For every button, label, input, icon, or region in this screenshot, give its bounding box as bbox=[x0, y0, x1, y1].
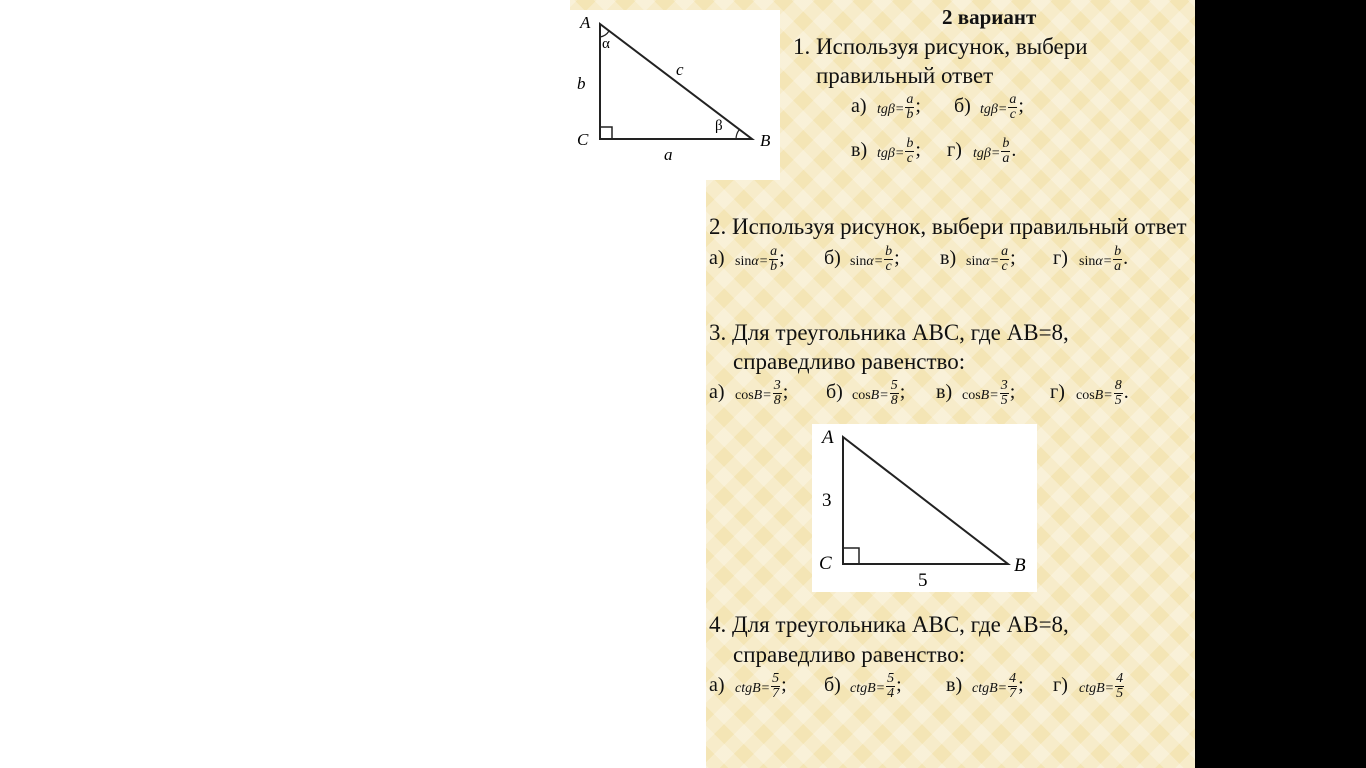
fig2-label-5: 5 bbox=[918, 570, 928, 591]
q4-option-equals: = bbox=[875, 681, 886, 696]
q4-option-terminator: ; bbox=[896, 674, 902, 696]
q4-option-fraction bbox=[771, 672, 780, 701]
q3-option-fraction bbox=[773, 379, 782, 408]
q3-option-fn-name: cos bbox=[962, 388, 981, 403]
q3-option-fn-name: cos bbox=[735, 388, 754, 403]
q4-option-fn-var: B bbox=[752, 681, 761, 696]
q1-line1: 1. Используя рисунок, выбери bbox=[793, 34, 1088, 59]
q2-line1: 2. Используя рисунок, выбери правильный ответ bbox=[709, 214, 1187, 239]
triangle-figure-2 bbox=[812, 424, 1037, 592]
q3-option-terminator: ; bbox=[1009, 381, 1016, 403]
q3-option-letter: г) bbox=[1050, 381, 1065, 403]
q1-option-fraction bbox=[905, 137, 914, 166]
q4-option-letter: в) bbox=[946, 674, 963, 696]
fig1-label-b: b bbox=[577, 74, 586, 93]
q2-option-equals: = bbox=[1102, 254, 1113, 269]
q1-option-fraction bbox=[1008, 93, 1017, 122]
q2-option-terminator: . bbox=[1123, 247, 1129, 269]
slide-white-panel bbox=[570, 180, 706, 768]
q1-option-function bbox=[980, 102, 1007, 118]
q3-option-fraction bbox=[1114, 379, 1123, 408]
q3-option-terminator: . bbox=[1123, 381, 1129, 403]
q4-line2: справедливо равенство: bbox=[733, 642, 966, 667]
q1-option-fraction bbox=[1001, 137, 1010, 166]
q1-option-terminator: ; bbox=[915, 139, 921, 161]
q1-option-function bbox=[973, 146, 1000, 162]
q2-option-numerator: b bbox=[885, 244, 893, 259]
q2-option-denominator: c bbox=[1001, 259, 1008, 274]
q4-option-letter: а) bbox=[709, 674, 725, 696]
q2-option-function bbox=[1079, 254, 1112, 270]
q3-option-function bbox=[962, 388, 999, 404]
q2-option-fraction bbox=[769, 245, 778, 274]
q3-option-denominator: 8 bbox=[773, 393, 781, 408]
q2-option-fn-name: sin bbox=[966, 254, 983, 269]
triangle-figure-1 bbox=[570, 10, 780, 180]
fig1-label-a: a bbox=[664, 145, 673, 164]
q3-option-numerator: 5 bbox=[890, 378, 898, 393]
q3-option-denominator: 5 bbox=[1114, 393, 1122, 408]
q2-option-fn-name: sin bbox=[850, 254, 867, 269]
q3-option-function bbox=[1076, 388, 1113, 404]
q4-option-terminator: ; bbox=[781, 674, 787, 696]
q1-option-equals: = bbox=[894, 146, 905, 161]
q4-option-function bbox=[850, 681, 885, 697]
q1-line2: правильный ответ bbox=[816, 63, 994, 88]
q1-option-terminator: ; bbox=[915, 95, 921, 117]
q1-option-denominator: c bbox=[906, 151, 913, 166]
q1-option-fn-name: tg bbox=[877, 102, 888, 117]
q4-option-numerator: 5 bbox=[887, 671, 895, 686]
q4-option-terminator: ; bbox=[1018, 674, 1024, 696]
q1-option-function bbox=[877, 102, 904, 118]
q4-option-equals: = bbox=[997, 681, 1008, 696]
q3-option-letter: а) bbox=[709, 381, 725, 403]
q3-option-terminator: ; bbox=[899, 381, 906, 403]
q3-option-function bbox=[735, 388, 772, 404]
q3-option-function bbox=[852, 388, 889, 404]
q2-option-equals: = bbox=[873, 254, 884, 269]
q2-option-numerator: b bbox=[1114, 244, 1122, 259]
q4-option-denominator: 7 bbox=[1009, 686, 1017, 701]
q3-option-fn-var: B bbox=[753, 388, 763, 403]
q4-option-numerator: 5 bbox=[772, 671, 780, 686]
q1-option-letter: г) bbox=[947, 139, 962, 161]
q1-option-fn-var: β bbox=[983, 146, 991, 161]
fig2-label-B: B bbox=[1014, 555, 1026, 576]
q2-option-fn-var: α bbox=[751, 254, 759, 269]
q3-option-equals: = bbox=[1103, 388, 1113, 403]
q3-option-fn-var: B bbox=[1094, 388, 1104, 403]
q2-option-fraction bbox=[884, 245, 893, 274]
q1-option-fn-var: β bbox=[990, 102, 998, 117]
q3-option-numerator: 3 bbox=[773, 378, 781, 393]
slide bbox=[570, 0, 1195, 768]
q4-option-fn-var: B bbox=[989, 681, 998, 696]
q2-option-function bbox=[735, 254, 768, 270]
q2-option-function bbox=[850, 254, 883, 270]
q1-option-denominator: a bbox=[1002, 151, 1010, 166]
q1-option-fn-var: β bbox=[887, 146, 895, 161]
q4-line1: 4. Для треугольника ABC, где AB=8, bbox=[709, 612, 1069, 637]
q3-option-letter: в) bbox=[936, 381, 953, 403]
q4-option-fn-var: B bbox=[867, 681, 876, 696]
q4-option-numerator: 4 bbox=[1116, 671, 1124, 686]
q2-option-fn-name: sin bbox=[1079, 254, 1096, 269]
q1-option-denominator: c bbox=[1009, 107, 1016, 122]
q2-option-letter: а) bbox=[709, 247, 725, 269]
q2-option-fn-var: α bbox=[1095, 254, 1103, 269]
q3-option-letter: б) bbox=[826, 381, 843, 403]
q2-option-equals: = bbox=[758, 254, 769, 269]
q3-option-fn-name: cos bbox=[1076, 388, 1095, 403]
q4-option-fraction bbox=[1115, 672, 1124, 701]
q1-option-denominator: b bbox=[906, 107, 914, 122]
q3-option-denominator: 5 bbox=[1000, 393, 1008, 408]
variant-heading: 2 вариант bbox=[942, 5, 1037, 29]
left-blank-area bbox=[0, 0, 570, 768]
q2-option-terminator: ; bbox=[894, 247, 900, 269]
q1-option-numerator: a bbox=[1009, 92, 1017, 107]
q2-option-letter: в) bbox=[940, 247, 957, 269]
q2-option-denominator: b bbox=[770, 259, 778, 274]
q1-option-numerator: b bbox=[906, 136, 914, 151]
q2-option-numerator: a bbox=[770, 244, 778, 259]
q1-option-fn-name: tg bbox=[980, 102, 991, 117]
q4-option-denominator: 7 bbox=[772, 686, 780, 701]
q3-option-equals: = bbox=[879, 388, 889, 403]
q2-option-denominator: c bbox=[885, 259, 892, 274]
q4-option-function bbox=[972, 681, 1007, 697]
q3-option-terminator: ; bbox=[782, 381, 789, 403]
q1-option-terminator: ; bbox=[1018, 95, 1024, 117]
triangle-2-svg bbox=[812, 424, 1037, 592]
q4-option-equals: = bbox=[760, 681, 771, 696]
q2-option-terminator: ; bbox=[1010, 247, 1016, 269]
q1-option-letter: а) bbox=[851, 95, 867, 117]
q2-option-fraction bbox=[1113, 245, 1122, 274]
q1-option-fn-name: tg bbox=[973, 146, 984, 161]
q3-line2: справедливо равенство: bbox=[733, 349, 966, 374]
q2-option-letter: б) bbox=[824, 247, 841, 269]
q2-option-fn-var: α bbox=[866, 254, 874, 269]
fig1-label-c: c bbox=[676, 60, 684, 79]
q4-option-denominator: 4 bbox=[887, 686, 895, 701]
q2-option-fn-name: sin bbox=[735, 254, 752, 269]
q1-option-numerator: b bbox=[1002, 136, 1010, 151]
q4-option-numerator: 4 bbox=[1009, 671, 1017, 686]
q3-option-fn-var: B bbox=[870, 388, 880, 403]
q3-option-fn-name: cos bbox=[852, 388, 871, 403]
fig2-label-A: A bbox=[822, 427, 834, 448]
right-black-area bbox=[1195, 0, 1366, 768]
q1-option-numerator: a bbox=[906, 92, 914, 107]
q1-option-letter: в) bbox=[851, 139, 868, 161]
q1-option-letter: б) bbox=[954, 95, 971, 117]
q2-option-denominator: a bbox=[1114, 259, 1122, 274]
q3-option-fn-var: B bbox=[980, 388, 990, 403]
q3-option-equals: = bbox=[762, 388, 772, 403]
q4-option-letter: б) bbox=[824, 674, 841, 696]
q3-option-numerator: 8 bbox=[1114, 378, 1122, 393]
q4-option-equals: = bbox=[1104, 681, 1115, 696]
q3-option-numerator: 3 bbox=[1000, 378, 1008, 393]
q1-option-equals: = bbox=[990, 146, 1001, 161]
fig1-label-beta: β bbox=[715, 118, 723, 134]
q4-option-fn-name: ctg bbox=[972, 681, 990, 696]
q4-option-fn-name: ctg bbox=[1079, 681, 1097, 696]
fig1-label-alpha: α bbox=[602, 36, 610, 52]
q2-option-fraction bbox=[1000, 245, 1009, 274]
q3-option-fraction bbox=[890, 379, 899, 408]
fig1-label-C: C bbox=[577, 130, 589, 149]
q4-option-denominator: 5 bbox=[1116, 686, 1124, 701]
q1-option-equals: = bbox=[997, 102, 1008, 117]
q2-option-terminator: ; bbox=[779, 247, 785, 269]
q4-option-fn-name: ctg bbox=[735, 681, 753, 696]
q1-option-fraction bbox=[905, 93, 914, 122]
q4-option-letter: г) bbox=[1053, 674, 1068, 696]
fig1-label-A: A bbox=[580, 13, 591, 32]
fig2-label-C: C bbox=[819, 553, 832, 574]
q4-option-fraction bbox=[1008, 672, 1017, 701]
q4-option-function bbox=[1079, 681, 1114, 697]
q3-option-equals: = bbox=[989, 388, 999, 403]
fig1-label-B: B bbox=[760, 131, 771, 150]
q2-option-function bbox=[966, 254, 999, 270]
q2-option-numerator: a bbox=[1001, 244, 1009, 259]
q2-option-equals: = bbox=[989, 254, 1000, 269]
q1-option-fn-name: tg bbox=[877, 146, 888, 161]
q4-option-fn-var: B bbox=[1096, 681, 1105, 696]
q1-option-function bbox=[877, 146, 904, 162]
q2-option-fn-var: α bbox=[982, 254, 990, 269]
q1-option-equals: = bbox=[894, 102, 905, 117]
q3-option-fraction bbox=[1000, 379, 1009, 408]
fig2-label-3: 3 bbox=[822, 490, 832, 511]
triangle-1-svg bbox=[570, 10, 780, 180]
q3-option-denominator: 8 bbox=[890, 393, 898, 408]
q4-option-fn-name: ctg bbox=[850, 681, 868, 696]
q4-option-fraction bbox=[886, 672, 895, 701]
q2-option-letter: г) bbox=[1053, 247, 1068, 269]
q1-option-terminator: . bbox=[1011, 139, 1017, 161]
q4-option-function bbox=[735, 681, 770, 697]
q1-option-fn-var: β bbox=[887, 102, 895, 117]
q3-line1: 3. Для треугольника ABC, где AB=8, bbox=[709, 320, 1069, 345]
